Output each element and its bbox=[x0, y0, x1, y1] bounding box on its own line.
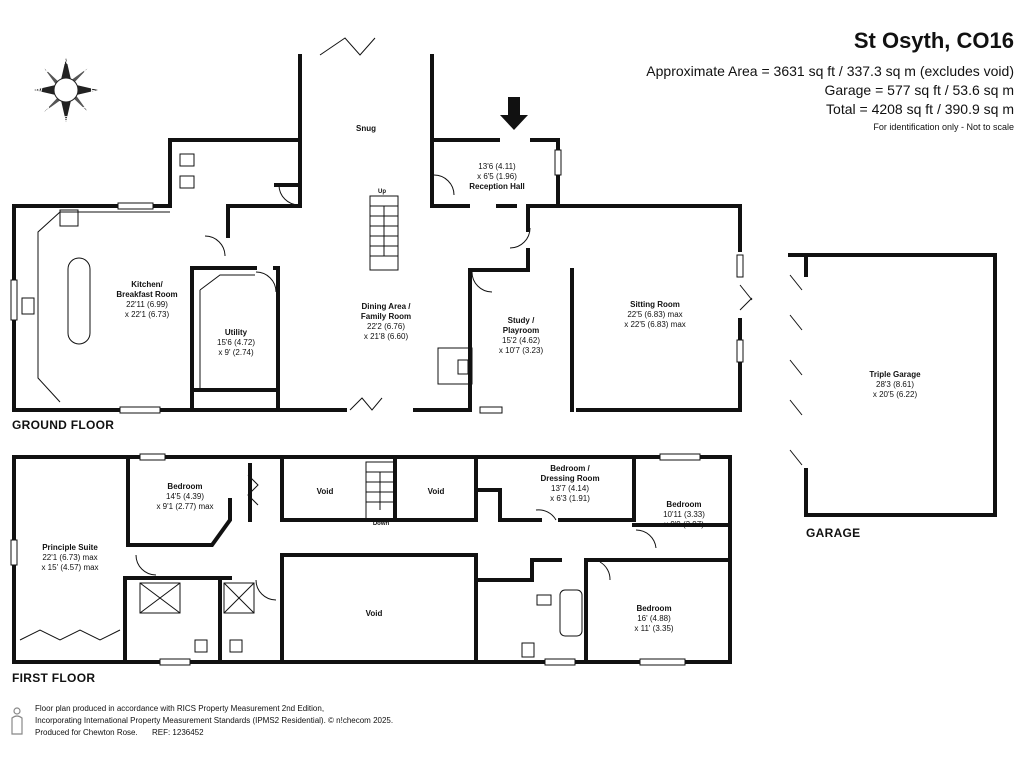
footer-line-2: Incorporating International Property Measurement Standards (IPMS2 Residential). bbox=[35, 716, 326, 725]
room-name: Bedroom bbox=[167, 482, 203, 491]
room-triple-garage bbox=[869, 370, 920, 400]
room-dim-2: x 6'3 (1.91) bbox=[550, 494, 590, 503]
room-name: Reception Hall bbox=[469, 182, 525, 191]
room-study-playroom bbox=[499, 316, 543, 356]
room-principle-suite bbox=[41, 543, 98, 573]
room-utility bbox=[217, 328, 255, 358]
room-dim-1: 13'7 (4.14) bbox=[551, 484, 589, 493]
room-dim-2: x 9' (2.74) bbox=[218, 348, 254, 357]
compass-w: W bbox=[35, 88, 43, 95]
room-void-3 bbox=[366, 609, 383, 619]
room-name: Snug bbox=[356, 124, 376, 133]
room-name: Bedroom / Dressing Room bbox=[540, 464, 600, 483]
room-name: Study / Playroom bbox=[502, 316, 540, 335]
footer-notes bbox=[35, 703, 393, 739]
room-name: Kitchen/ Breakfast Room bbox=[116, 280, 178, 299]
compass-ne: NE bbox=[81, 67, 91, 74]
room-reception-hall bbox=[469, 162, 525, 192]
room-dim-2: x 22'1 (6.73) bbox=[124, 310, 170, 319]
room-dim-1: 28'3 (8.61) bbox=[875, 380, 914, 389]
room-bedroom-1 bbox=[156, 482, 213, 512]
first-floor-walls bbox=[14, 457, 730, 662]
room-dim-2: x 9'9 (2.97) bbox=[664, 520, 704, 529]
room-name: Triple Garage bbox=[869, 370, 921, 379]
room-void-2 bbox=[428, 487, 445, 497]
room-dim-2: x 20'5 (6.22) bbox=[872, 390, 918, 399]
room-dim-2: x 21'8 (6.60) bbox=[363, 332, 409, 341]
footer-line-1: Floor plan produced in accordance with RICS Property Measurement 2nd Edition, bbox=[35, 704, 325, 713]
area-total: Total = 4208 sq ft / 390.9 sq m bbox=[826, 101, 1014, 117]
room-bedroom-2 bbox=[663, 500, 705, 530]
room-dim-2: x 22'5 (6.83) max bbox=[624, 320, 686, 329]
room-dim-1: 22'5 (6.83) max bbox=[627, 310, 683, 319]
footer-line-3-wrap bbox=[35, 727, 393, 739]
room-name: Principle Suite bbox=[42, 543, 98, 552]
room-dim-1: 22'11 (6.99) bbox=[126, 300, 168, 309]
compass-se: SE bbox=[81, 107, 91, 114]
room-kitchen bbox=[116, 280, 177, 320]
stairs-down-label: Down bbox=[372, 521, 390, 527]
property-title: St Osyth, CO16 bbox=[853, 28, 1014, 53]
room-dim-2: x 10'7 (3.23) bbox=[498, 346, 544, 355]
room-bedroom-3 bbox=[634, 604, 673, 634]
room-sitting bbox=[624, 300, 686, 330]
room-void-1 bbox=[317, 487, 334, 497]
room-dim-1: 10'11 (3.33) bbox=[663, 510, 705, 519]
room-dim-1: 22'1 (6.73) max bbox=[42, 553, 98, 562]
ground-floor-label: GROUND FLOOR bbox=[12, 418, 115, 432]
room-dim-1: 22'2 (6.76) bbox=[366, 322, 405, 331]
entrance-arrow-icon bbox=[500, 97, 528, 130]
compass-nw: NW bbox=[40, 67, 52, 74]
room-name: Void bbox=[365, 609, 383, 618]
room-name: Sitting Room bbox=[630, 300, 680, 309]
room-dim-2: x 15' (4.57) max bbox=[41, 563, 99, 572]
room-dim-1: 15'6 (4.72) bbox=[217, 338, 255, 347]
person-icon bbox=[12, 708, 22, 734]
disclaimer: For identification only - Not to scale bbox=[873, 122, 1014, 132]
area-approximate: Approximate Area = 3631 sq ft / 337.3 sq m (excludes void) bbox=[646, 63, 1014, 79]
area-garage: Garage = 577 sq ft / 53.6 sq m bbox=[824, 82, 1014, 98]
room-name: Void bbox=[427, 487, 445, 496]
room-dim-2: x 6'5 (1.96) bbox=[477, 172, 517, 181]
garage-label: GARAGE bbox=[806, 526, 861, 540]
compass-e: E bbox=[90, 88, 96, 95]
first-floor-label: FIRST FLOOR bbox=[12, 671, 96, 685]
stairs-up-label: Up bbox=[378, 189, 386, 195]
footer-copyright: © n!checom 2025. bbox=[328, 716, 394, 725]
room-dining-family bbox=[361, 302, 411, 342]
room-name: Dining Area / Family Room bbox=[360, 302, 412, 321]
footer-ref: REF: 1236452 bbox=[151, 728, 204, 737]
room-dim-2: x 9'1 (2.77) max bbox=[156, 502, 214, 511]
room-name: Bedroom bbox=[636, 604, 672, 613]
room-name: Void bbox=[316, 487, 334, 496]
room-bedroom-dressing bbox=[540, 464, 599, 504]
room-name: Bedroom bbox=[666, 500, 702, 509]
room-snug bbox=[356, 124, 376, 134]
room-dim-1: 13'6 (4.11) bbox=[478, 162, 516, 171]
compass-s: S bbox=[63, 116, 69, 123]
room-dim-2: x 11' (3.35) bbox=[634, 624, 674, 633]
room-dim-1: 15'2 (4.62) bbox=[502, 336, 540, 345]
footer-line-3: Produced for Chewton Rose. bbox=[35, 728, 138, 737]
footer-line-2-wrap bbox=[35, 715, 393, 727]
compass-n: N bbox=[63, 59, 69, 66]
windows bbox=[11, 150, 743, 665]
room-dim-1: 16' (4.88) bbox=[637, 614, 671, 623]
compass-sw: SW bbox=[40, 107, 52, 114]
room-dim-1: 14'5 (4.39) bbox=[165, 492, 204, 501]
room-name: Utility bbox=[224, 328, 248, 337]
